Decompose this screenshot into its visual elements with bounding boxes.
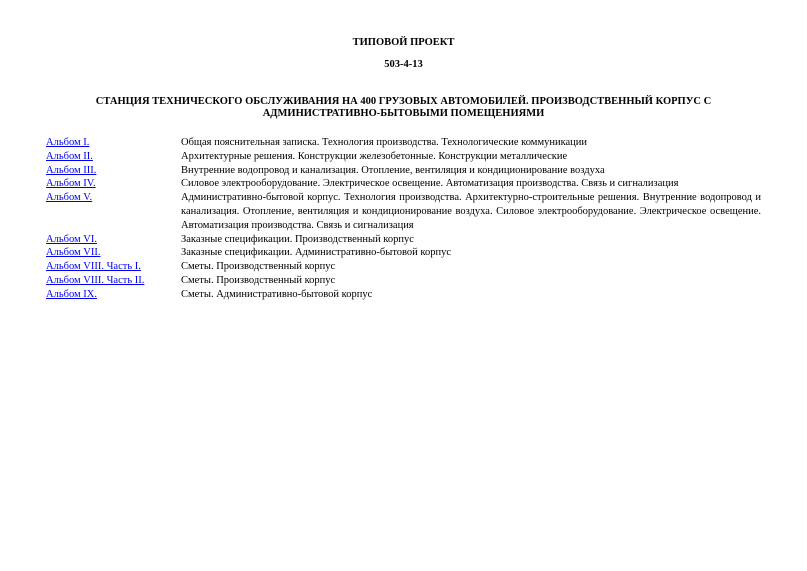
- album-description: Заказные спецификации. Административно-бытовой корпус: [181, 247, 451, 259]
- album-link[interactable]: Альбом VIII. Часть II.: [46, 274, 145, 286]
- album-description: Сметы. Административно-бытовой корпус: [181, 288, 373, 300]
- album-description: Архитектурные решения. Конструкции железобетонные. Конструкции металлические: [181, 150, 568, 162]
- album-link[interactable]: Альбом III.: [46, 164, 97, 176]
- album-row: [46, 288, 761, 302]
- album-row: [46, 274, 761, 288]
- album-description: Внутренние водопровод и канализация. Отопление, вентиляция и кондиционирование воздуха: [181, 164, 605, 176]
- album-row: [46, 164, 761, 178]
- album-link[interactable]: Альбом IX.: [46, 288, 97, 300]
- album-link[interactable]: Альбом VII.: [46, 247, 101, 259]
- album-row: [46, 246, 761, 260]
- album-description: Сметы. Производственный корпус: [181, 261, 336, 273]
- album-link[interactable]: Альбом I.: [46, 137, 90, 148]
- album-link[interactable]: Альбом IV.: [46, 178, 96, 190]
- album-row: [46, 233, 761, 247]
- album-link[interactable]: Альбом VI.: [46, 233, 97, 245]
- album-description: Заказные спецификации. Производственный корпус: [181, 233, 414, 245]
- document-type-heading: ТИПОВОЙ ПРОЕКТ: [352, 37, 455, 48]
- album-description: Административно-бытовой корпус. Технология производства. Архитектурно-строительные решения. Внутренние водопровод и канализация. Отопление, вентиляция и кондиционирование воздуха. Силовое электрооборудование. Электрическое освещение. Автоматизация производства. Связь и сигнализация: [181, 192, 761, 231]
- album-list: [46, 136, 761, 302]
- document-number: 503-4-13: [384, 59, 423, 70]
- album-row: [46, 150, 761, 164]
- album-description: Общая пояснительная записка. Технология производства. Технологические коммуникации: [181, 137, 588, 148]
- document-title: СТАНЦИЯ ТЕХНИЧЕСКОГО ОБСЛУЖИВАНИЯ НА 400 ГРУЗОВЫХ АВТОМОБИЛЕЙ. ПРОИЗВОДСТВЕННЫЙ КОРПУС С АДМИНИСТРАТИВНО-БЫТОВЫМИ ПОМЕЩЕНИЯМИ: [95, 96, 712, 119]
- album-link[interactable]: Альбом VIII. Часть I.: [46, 261, 141, 273]
- album-row: [46, 177, 761, 191]
- album-link[interactable]: Альбом V.: [46, 192, 93, 204]
- album-link[interactable]: Альбом II.: [46, 150, 93, 162]
- album-description: Сметы. Производственный корпус: [181, 274, 336, 286]
- album-row: [46, 136, 761, 150]
- album-row: [46, 260, 761, 274]
- album-row: [46, 191, 761, 232]
- album-description: Силовое электрооборудование. Электрическое освещение. Автоматизация производства. Связь и сигнализация: [181, 178, 679, 190]
